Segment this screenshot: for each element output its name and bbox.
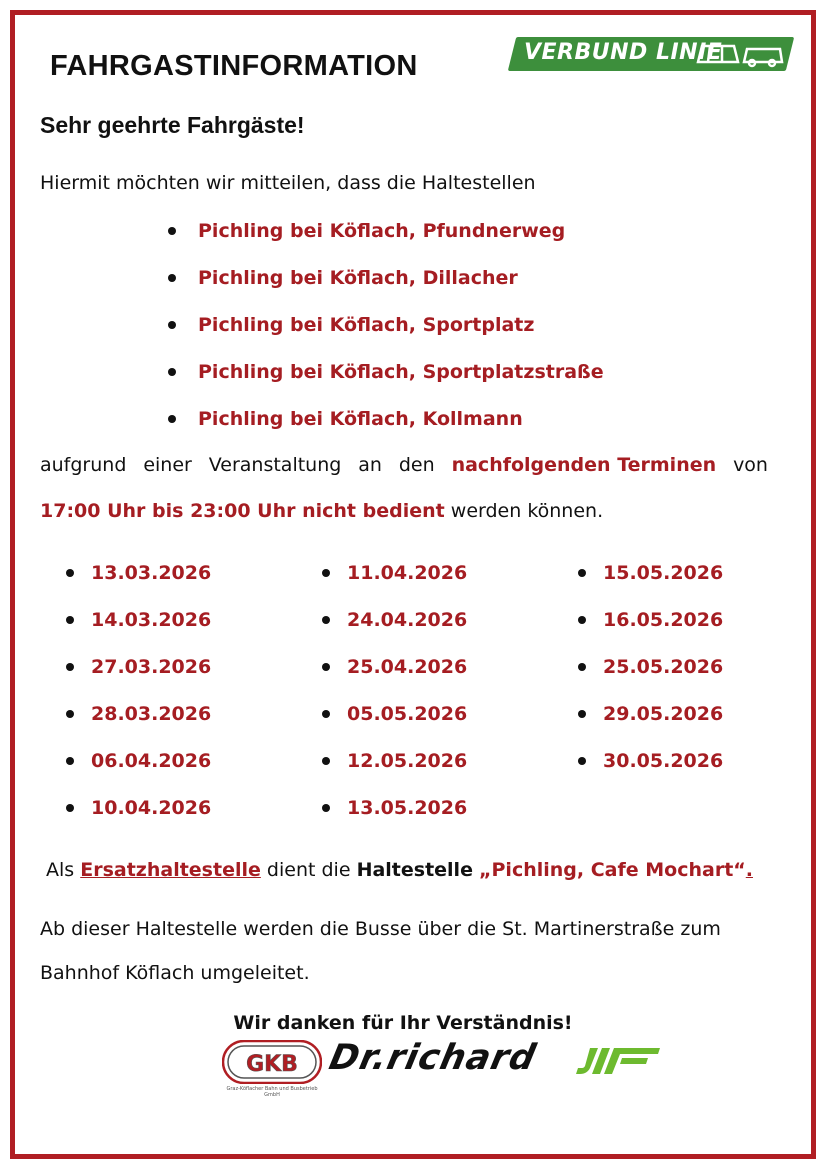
list-item: 15.05.2026 [578, 558, 723, 605]
bullet-icon [322, 804, 330, 812]
gkb-logo [222, 1040, 322, 1084]
list-item: 28.03.2026 [66, 699, 211, 746]
date-list-column-3 [578, 558, 723, 793]
detour-line-1: Ab dieser Haltestelle werden die Busse über die St. Martinerstraße zum [40, 918, 721, 940]
page-title: FAHRGASTINFORMATION [50, 50, 418, 82]
list-item: 30.05.2026 [578, 746, 723, 793]
bullet-icon [578, 616, 586, 624]
bullet-icon [168, 415, 176, 423]
list-item: 16.05.2026 [578, 605, 723, 652]
date-list-column-1 [66, 558, 211, 840]
bullet-icon [66, 757, 74, 765]
list-item: 13.05.2026 [322, 793, 467, 840]
bullet-icon [66, 616, 74, 624]
bullet-icon [66, 710, 74, 718]
bullet-icon [322, 710, 330, 718]
list-item: 29.05.2026 [578, 699, 723, 746]
bullet-icon [578, 757, 586, 765]
intro-text: Hiermit möchten wir mitteilen, dass die Haltestellen [40, 172, 536, 194]
list-item: 25.04.2026 [322, 652, 467, 699]
bullet-icon [322, 569, 330, 577]
notice-line-1: aufgrund einer Veranstaltung an den nachfolgenden Terminen von [40, 454, 768, 476]
list-item: 13.03.2026 [66, 558, 211, 605]
bullet-icon [578, 569, 586, 577]
list-item: 27.03.2026 [66, 652, 211, 699]
bullet-icon [168, 227, 176, 235]
bullet-icon [168, 274, 176, 282]
bullet-icon [168, 321, 176, 329]
list-item: 06.04.2026 [66, 746, 211, 793]
list-item: 11.04.2026 [322, 558, 467, 605]
time-range-text: 17:00 Uhr bis 23:00 Uhr nicht bedient [40, 500, 445, 522]
list-item: Pichling bei Köflach, Sportplatzstraße [160, 357, 604, 404]
list-item: Pichling bei Köflach, Dillacher [160, 263, 604, 310]
list-item: 24.04.2026 [322, 605, 467, 652]
list-item: 05.05.2026 [322, 699, 467, 746]
list-item: 10.04.2026 [66, 793, 211, 840]
list-item: Pichling bei Köflach, Kollmann [160, 404, 604, 451]
dr-richard-mark-icon [576, 1046, 660, 1076]
bus-icon [694, 40, 786, 68]
list-item: 25.05.2026 [578, 652, 723, 699]
list-item: Pichling bei Köflach, Sportplatz [160, 310, 604, 357]
list-item: 14.03.2026 [66, 605, 211, 652]
notice-line-2: 17:00 Uhr bis 23:00 Uhr nicht bedient werden können. [40, 500, 604, 522]
bullet-icon [322, 616, 330, 624]
bullet-icon [66, 804, 74, 812]
replacement-stop-text: Als Ersatzhaltestelle dient die Haltestelle „Pichling, Cafe Mochart“. [46, 859, 753, 881]
verbund-linie-logo-text: VERBUND LINIE [524, 40, 723, 65]
list-item: 12.05.2026 [322, 746, 467, 793]
bullet-icon [66, 569, 74, 577]
bullet-icon [168, 368, 176, 376]
stop-list [160, 216, 604, 451]
bullet-icon [322, 757, 330, 765]
bullet-icon [322, 663, 330, 671]
salutation: Sehr geehrte Fahrgäste! [40, 112, 305, 138]
replacement-stop-link: Ersatzhaltestelle [80, 859, 261, 881]
bullet-icon [578, 710, 586, 718]
date-list-column-2 [322, 558, 467, 840]
bullet-icon [578, 663, 586, 671]
svg-text:GKB: GKB [246, 1052, 298, 1077]
list-item: Pichling bei Köflach, Pfundnerweg [160, 216, 604, 263]
dr-richard-logo: Dr.richard [325, 1038, 540, 1078]
detour-line-2: Bahnhof Köflach umgeleitet. [40, 962, 310, 984]
gkb-subtitle: Graz-Köflacher Bahn und Busbetrieb GmbH [226, 1086, 318, 1098]
replacement-stop-name: „Pichling, Cafe Mochart“ [479, 859, 746, 881]
highlight-text: nachfolgenden Terminen [451, 454, 717, 476]
bullet-icon [66, 663, 74, 671]
thanks-message: Wir danken für Ihr Verständnis! [233, 1012, 573, 1034]
